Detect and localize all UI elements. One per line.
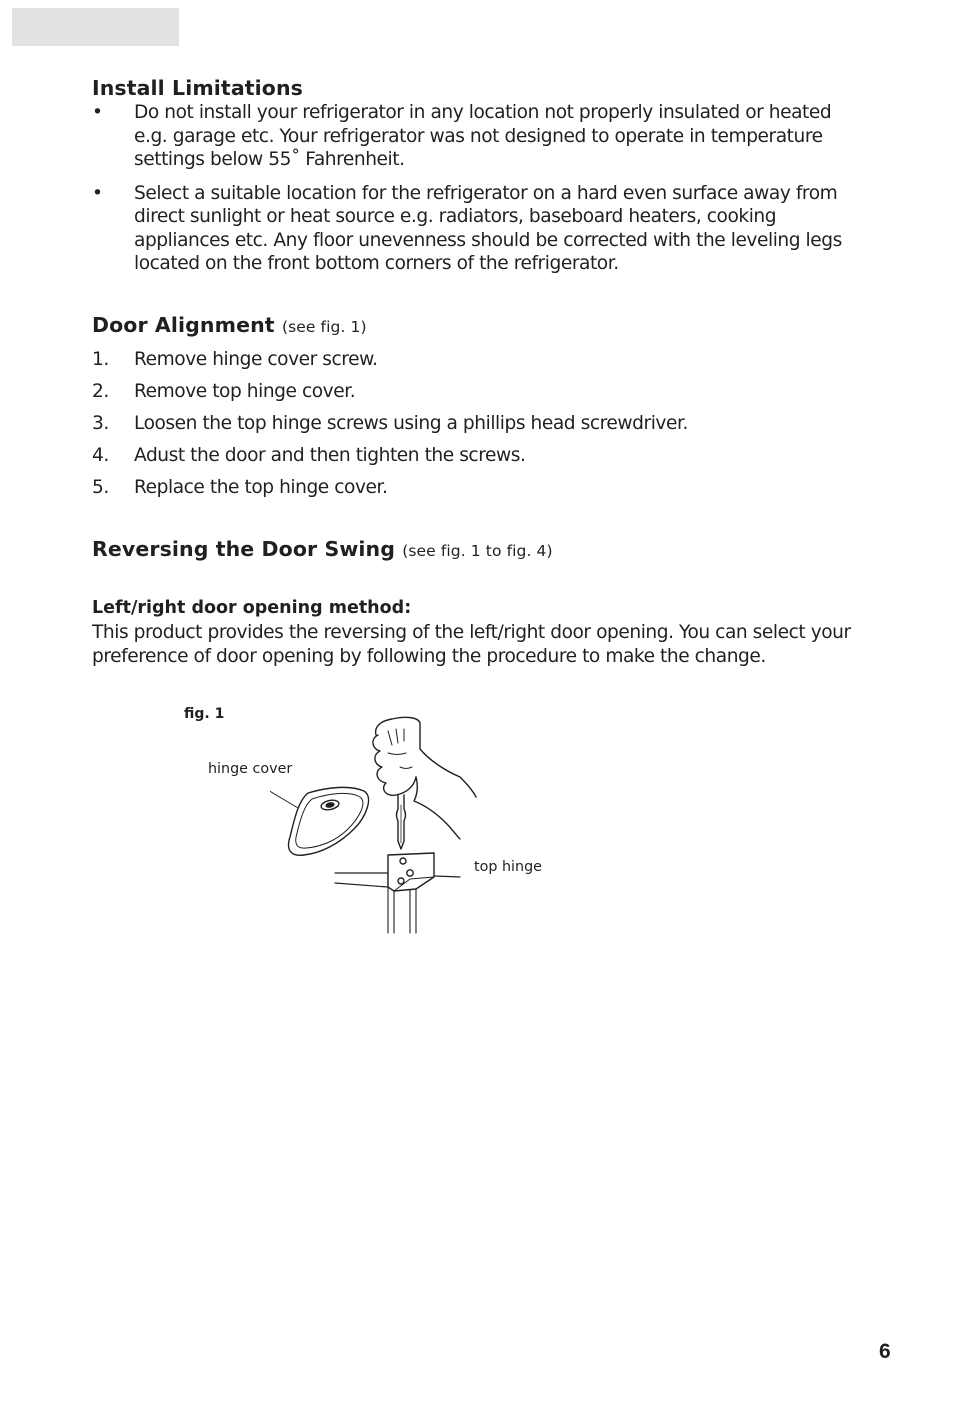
step-number: 1. <box>92 349 109 370</box>
step-item <box>92 476 862 508</box>
page-number: 6 <box>879 1340 891 1363</box>
callout-leader-line <box>270 783 298 808</box>
hand-screwdriver-shape <box>373 717 476 849</box>
door-alignment-figure-ref: (see fig. 1) <box>281 318 367 336</box>
list-item <box>92 101 862 172</box>
step-text: Loosen the top hinge screws using a phillips head screwdriver. <box>134 413 688 434</box>
step-number: 4. <box>92 445 109 466</box>
list-item-text: Do not install your refrigerator in any location not properly insulated or heated e.g. garage etc. Your refrigerator was not designed to operate in temperature settings below 55˚ Fahrenheit. <box>134 102 832 170</box>
reversing-door-swing-heading: Reversing the Door Swing (see fig. 1 to fig. 4) <box>92 537 553 561</box>
door-opening-method-paragraph: This product provides the reversing of the left/right door opening. You can select your preference of door opening by following the procedure to make the change. <box>92 622 851 667</box>
step-item <box>92 444 862 476</box>
step-item <box>92 412 862 444</box>
hinge-illustration <box>270 705 490 940</box>
step-number: 3. <box>92 413 109 434</box>
top-hinge-callout: top hinge <box>474 859 542 875</box>
bullet-mark: • <box>92 102 103 123</box>
step-text: Remove top hinge cover. <box>134 381 356 402</box>
top-hinge-shape <box>335 853 460 933</box>
step-text: Remove hinge cover screw. <box>134 349 378 370</box>
step-number: 2. <box>92 381 109 402</box>
header-tab <box>12 8 179 46</box>
list-item-text: Select a suitable location for the refrigerator on a hard even surface away from direct sunlight or heat source e.g. radiators, baseboard heaters, cooking appliances etc. Any floor unevenness should be corrected with the leveling legs located on the front bottom corners of the refrigerator. <box>134 182 842 274</box>
hinge-cover-callout: hinge cover <box>208 761 293 777</box>
door-opening-method-subheading: Left/right door opening method: <box>92 598 412 618</box>
hinge-cover-shape <box>289 787 369 855</box>
step-text: Replace the top hinge cover. <box>134 477 388 498</box>
install-limitations-list <box>92 101 862 286</box>
step-item <box>92 380 862 412</box>
reversing-figure-ref: (see fig. 1 to fig. 4) <box>402 542 553 560</box>
step-text: Adust the door and then tighten the screws. <box>134 445 526 466</box>
list-item <box>92 182 862 276</box>
step-number: 5. <box>92 477 109 498</box>
install-limitations-heading: Install Limitations <box>92 76 303 100</box>
door-alignment-steps <box>92 348 862 508</box>
step-item <box>92 348 862 380</box>
door-alignment-heading: Door Alignment (see fig. 1) <box>92 313 367 337</box>
figure-label: fig. 1 <box>184 706 225 722</box>
bullet-mark: • <box>92 182 103 204</box>
